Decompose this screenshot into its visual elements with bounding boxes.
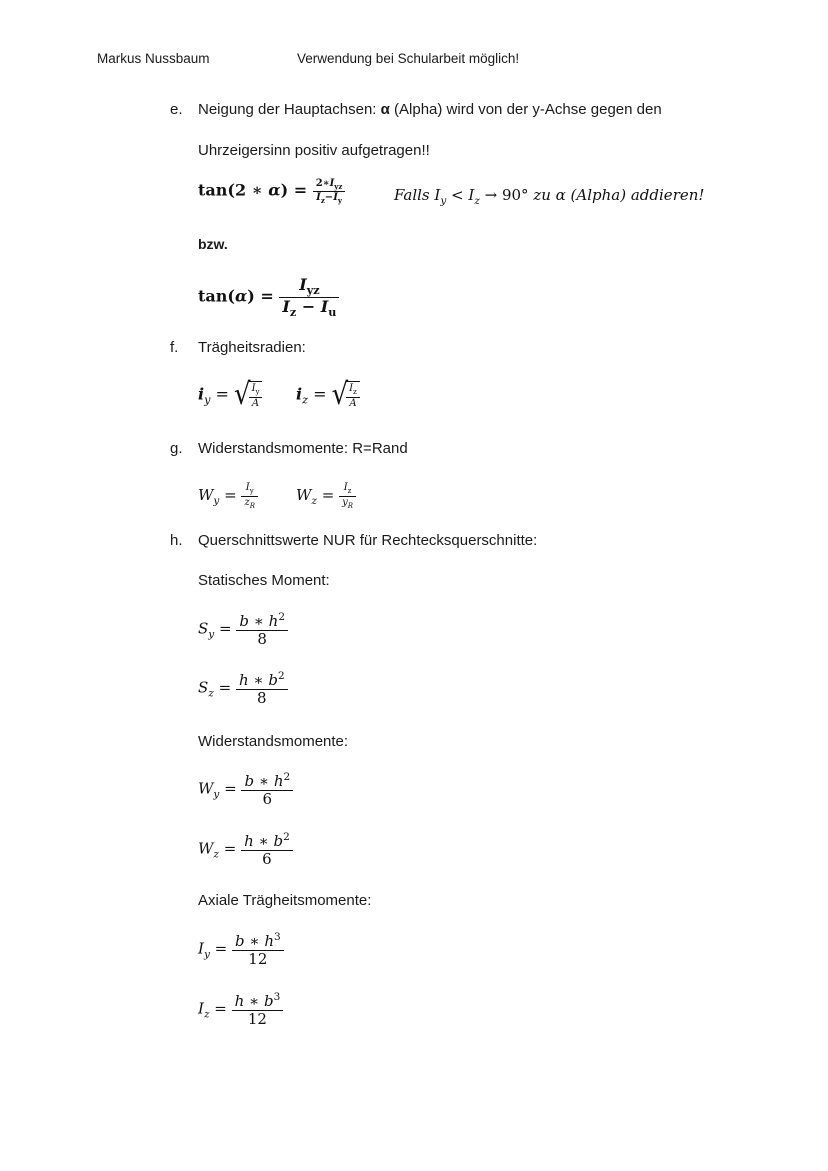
sqrt-iy: √ $\frac{I_y}{A}$ xyxy=(234,380,263,410)
section-h-letter: h. xyxy=(170,532,183,549)
section-f-heading xyxy=(170,339,306,356)
section-h-sub-axial: Axiale Trägheitsmomente: xyxy=(198,892,372,909)
section-e-line1-post: (Alpha) wird von der y-Achse gegen den xyxy=(389,101,662,118)
formula-tan-alpha: tan(α) = $\frac{I_{yz}}{I_z - I_u}$ xyxy=(198,276,339,318)
formula-sy: $S_y$ = $\frac{b ∗ h^2}{8}$ xyxy=(198,612,288,647)
formula-radius-iy: $i_y$ = √ $\frac{I_y}{A}$ xyxy=(198,380,262,410)
bzw-label: bzw. xyxy=(198,236,228,252)
section-h-sub-widerstand: Widerstandsmomente: xyxy=(198,733,349,750)
section-f-letter: f. xyxy=(170,339,179,356)
section-f-title: Trägheitsradien: xyxy=(198,339,306,356)
section-h-title: Querschnittswerte NUR für Rechtecksquerschnitte: xyxy=(198,532,538,549)
tana-eq: ) = xyxy=(247,286,274,306)
iy-den: 12 xyxy=(248,949,268,968)
section-e-letter: e. xyxy=(170,101,183,118)
formula-wy-rect: $W_y$ = $\frac{b ∗ h^2}{6}$ xyxy=(198,772,293,807)
note-falls: Falls I xyxy=(394,186,441,204)
sz-den: 8 xyxy=(257,688,267,707)
formula-wz-rand: $W_z$ = $\frac{I_z}{y_R}$ xyxy=(296,482,356,510)
tan2a-lhs: tan(2 ∗ xyxy=(198,180,269,200)
section-e-line2: Uhrzeigersinn positiv aufgetragen!! xyxy=(198,142,430,159)
section-h-heading xyxy=(170,532,537,549)
formula-iy-rect: $I_y$ = $\frac{b ∗ h^3}{12}$ xyxy=(198,932,284,967)
note-90deg: 90° xyxy=(501,186,529,204)
section-e-heading xyxy=(170,101,662,118)
tan2a-eq: ) = xyxy=(280,180,308,200)
section-g-title: Widerstandsmomente: R=Rand xyxy=(198,440,408,457)
formula-wy-rand: $W_y$ = $\frac{I_y}{z_R}$ xyxy=(198,482,258,510)
formula-note-falls: Falls $I_y < I_z \to 90^\circ$ zu α (Alpha) addieren! xyxy=(394,186,705,207)
section-h-sub-static: Statisches Moment: xyxy=(198,572,330,589)
section-e-line1-pre: Neigung der Hauptachsen: xyxy=(198,101,381,118)
formula-radius-iz: $i_z$ = √ $\frac{I_z}{A}$ xyxy=(296,380,360,410)
formula-wz-rect: $W_z$ = $\frac{h ∗ b^2}{6}$ xyxy=(198,832,293,867)
section-g-letter: g. xyxy=(170,440,183,457)
header-notice: Verwendung bei Schularbeit möglich! xyxy=(297,51,520,66)
section-g-heading xyxy=(170,440,408,457)
wz-den: 6 xyxy=(262,849,272,868)
formula-iz-rect: $I_z$ = $\frac{h ∗ b^3}{12}$ xyxy=(198,992,283,1027)
sy-den: 8 xyxy=(257,629,267,648)
formula-tan-2alpha: tan(2 ∗ α) = $\frac{2∗I_{yz}}{I_z-I_y}$ xyxy=(198,178,345,204)
note-post: zu α (Alpha) addieren! xyxy=(528,186,705,204)
sqrt-iz: √ $\frac{I_z}{A}$ xyxy=(332,380,360,410)
tana-lhs: tan( xyxy=(198,286,235,306)
iz-den: 12 xyxy=(247,1009,267,1028)
tan2a-fraction: $\frac{2∗I_{yz}}{I_z-I_y}$ xyxy=(313,178,346,204)
section-e-alpha: α xyxy=(380,101,390,118)
header-author: Markus Nussbaum xyxy=(97,51,210,66)
tana-fraction: $\frac{I_{yz}}{I_z - I_u}$ xyxy=(279,276,339,318)
wy-den: 6 xyxy=(262,789,273,808)
formula-sz: $S_z$ = $\frac{h ∗ b^2}{8}$ xyxy=(198,671,288,706)
